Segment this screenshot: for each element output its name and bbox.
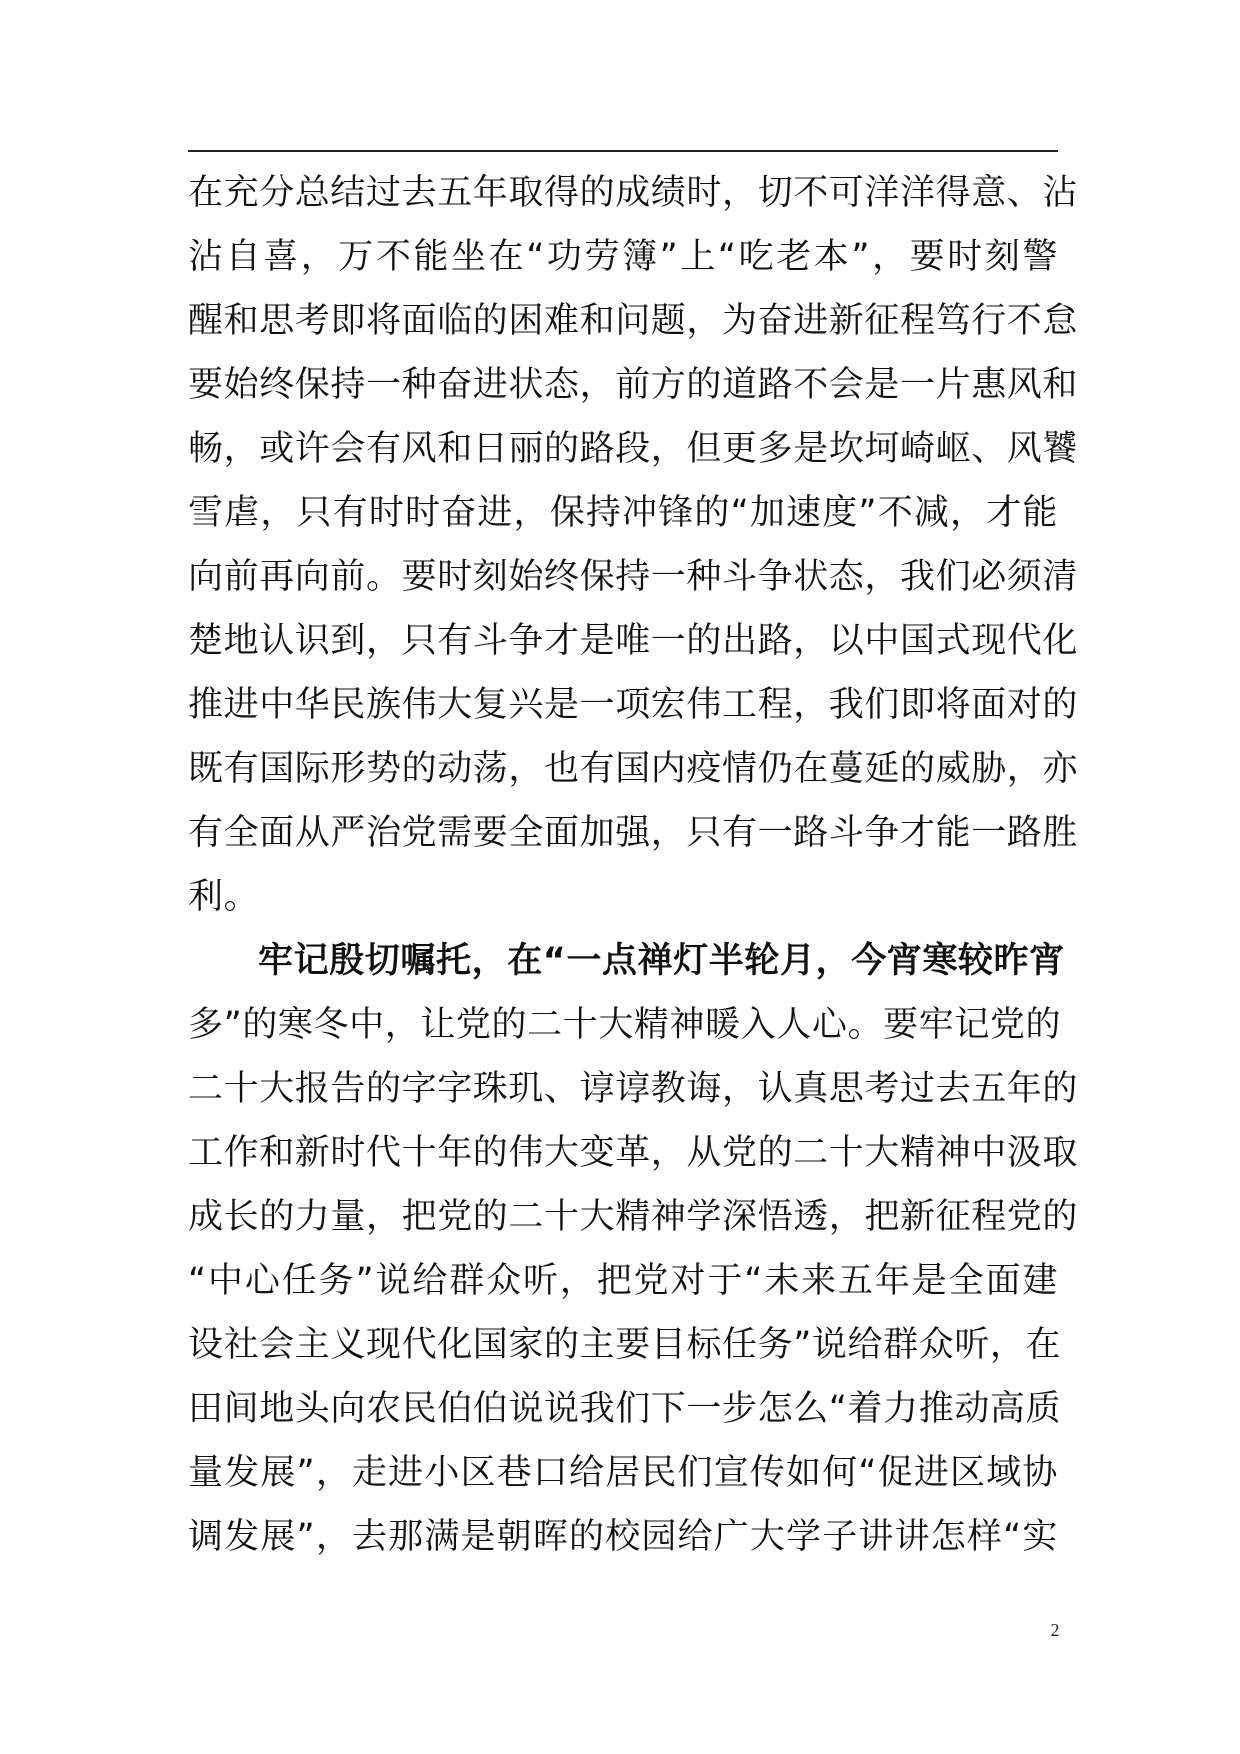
text-line: 牢记殷切嘱托，在“一点禅灯半轮月，今宵寒较昨宵 — [258, 941, 1065, 981]
body-text — [188, 161, 1079, 1569]
text-line: 有全面从严治党需要全面加强，只有一路斗争才能一路胜 — [188, 813, 1079, 853]
text-line: 多”的寒冬中，让党的二十大精神暖入人心。要牢记党的 — [188, 1005, 1062, 1045]
text-line: 既有国际形势的动荡，也有国内疫情仍在蔓延的威胁，亦 — [188, 749, 1079, 789]
text-line: 推进中华民族伟大复兴是一项宏伟工程，我们即将面对的 — [188, 685, 1079, 725]
text-line: 要始终保持一种奋进状态，前方的道路不会是一片惠风和 — [188, 365, 1079, 405]
text-line: 设社会主义现代化国家的主要目标任务”说给群众听，在 — [188, 1325, 1062, 1365]
text-line: 楚地认识到，只有斗争才是唯一的出路，以中国式现代化 — [188, 621, 1079, 661]
text-line: 在充分总结过去五年取得的成绩时，切不可洋洋得意、沾 — [188, 173, 1079, 213]
text-line: 二十大报告的字字珠玑、谆谆教诲，认真思考过去五年的 — [188, 1069, 1079, 1109]
text-line: 向前再向前。要时刻始终保持一种斗争状态，我们必须清 — [188, 557, 1079, 597]
text-line: 工作和新时代十年的伟大变革，从党的二十大精神中汲取 — [188, 1133, 1079, 1173]
text-line: 雪虐，只有时时奋进，保持冲锋的“加速度”不减，才能 — [188, 493, 1058, 533]
text-line: 沾自喜，万不能坐在“功劳簿”上“吃老本”，要时刻警 — [188, 237, 1058, 277]
page-number: 2 — [1050, 1620, 1060, 1640]
text-line: 畅，或许会有风和日丽的路段，但更多是坎坷崎岖、风饕 — [188, 429, 1079, 469]
text-line: 量发展”，走进小区巷口给居民们宣传如何“促进区域协 — [188, 1453, 1058, 1493]
text-line: 利。 — [188, 877, 260, 917]
text-line: 醒和思考即将面临的困难和问题，为奋进新征程笃行不怠 — [188, 301, 1079, 341]
text-line: “中心任务”说给群众听，把党对于“未来五年是全面建 — [188, 1261, 1058, 1301]
text-line: 田间地头向农民伯伯说说我们下一步怎么“着力推动高质 — [188, 1389, 1062, 1429]
text-line: 调发展”，去那满是朝晖的校园给广大学子讲讲怎样“实 — [188, 1517, 1058, 1557]
header-rule — [188, 150, 1058, 152]
text-line: 成长的力量，把党的二十大精神学深悟透，把新征程党的 — [188, 1197, 1079, 1237]
